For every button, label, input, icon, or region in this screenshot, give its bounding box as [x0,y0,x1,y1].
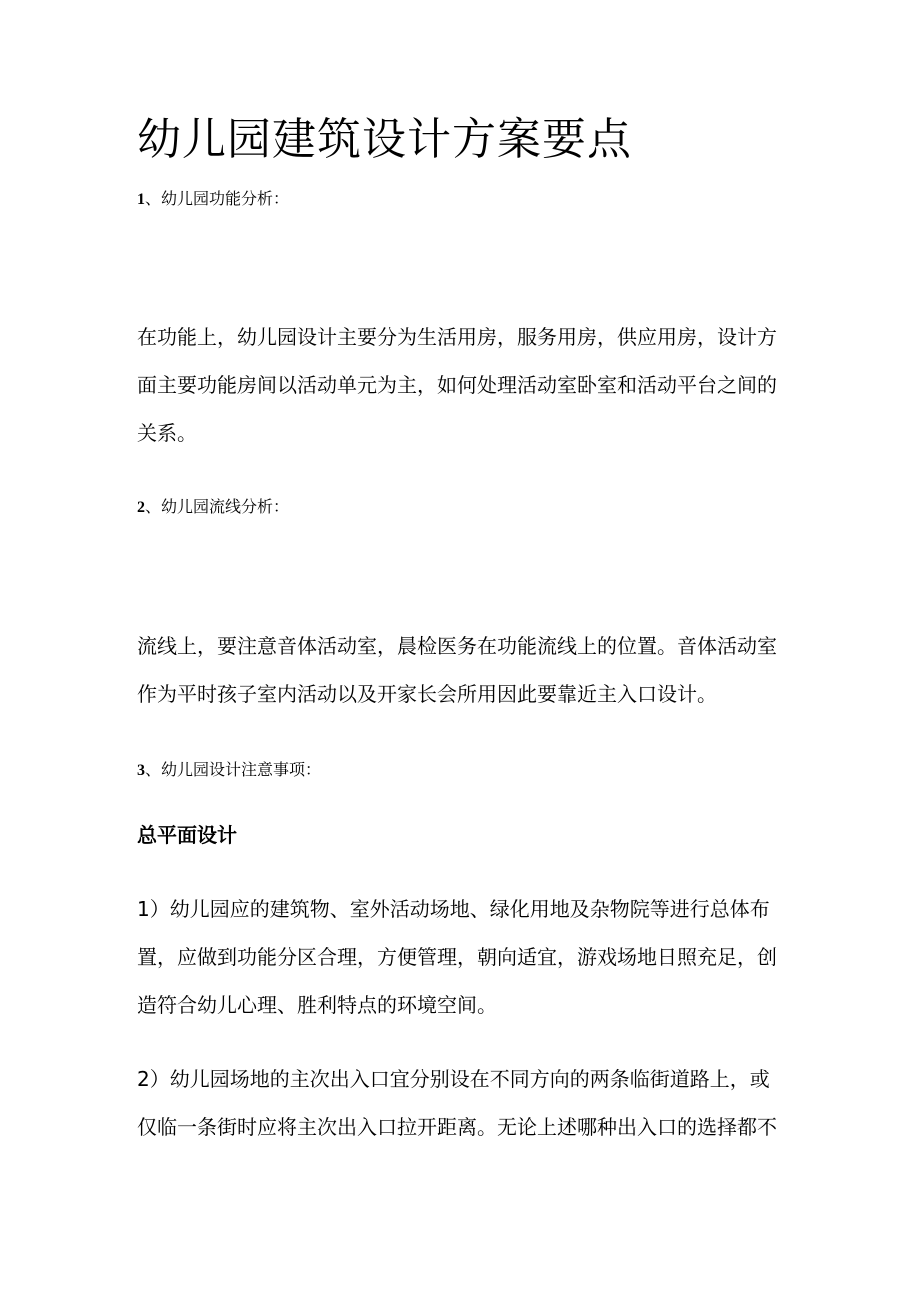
subheading-site-plan: 总平面设计 [137,823,237,847]
section-3-number: 3 [137,762,145,779]
section-2-heading-text: 、幼儿园流线分析： [145,497,290,516]
paragraph-line: 2）幼儿园场地的主次出入口宜分别设在不同方向的两条临街道路上，或 [137,1067,770,1091]
paragraph-line: 关系。 [137,421,197,445]
section-1-heading-text: 、幼儿园功能分析： [145,189,290,208]
paragraph-line: 造符合幼儿心理、胜利特点的环境空间。 [137,993,497,1017]
paragraph-line: 置，应做到功能分区合理，方便管理，朝向适宜，游戏场地日照充足，创 [137,945,777,969]
paragraph-line: 面主要功能房间以活动单元为主，如何处理活动室卧室和活动平台之间的 [137,373,777,397]
section-2-paragraph [137,622,787,718]
paragraph-line: 1）幼儿园应的建筑物、室外活动场地、绿化用地及杂物院等进行总体布 [137,897,770,921]
section-2-number: 2 [137,499,145,516]
section-1-heading [137,188,797,211]
list-item [137,885,787,1029]
section-1-paragraph [137,313,787,457]
paragraph-line: 仅临一条街时应将主次出入口拉开距离。无论上述哪种出入口的选择都不 [137,1115,777,1139]
list-item [137,1055,787,1151]
paragraph-line: 流线上，要注意音体活动室，晨检医务在功能流线上的位置。音体活动室 [137,634,777,658]
section-2-heading [137,496,797,519]
paragraph-line: 在功能上，幼儿园设计主要分为生活用房，服务用房，供应用房，设计方 [137,325,777,349]
section-3-heading [137,759,797,782]
section-1-number: 1 [137,191,145,208]
document-title: 幼儿园建筑设计方案要点 [137,114,632,165]
section-3-heading-text: 、幼儿园设计注意事项： [145,760,322,779]
paragraph-line: 作为平时孩子室内活动以及开家长会所用因此要靠近主入口设计。 [137,682,717,706]
